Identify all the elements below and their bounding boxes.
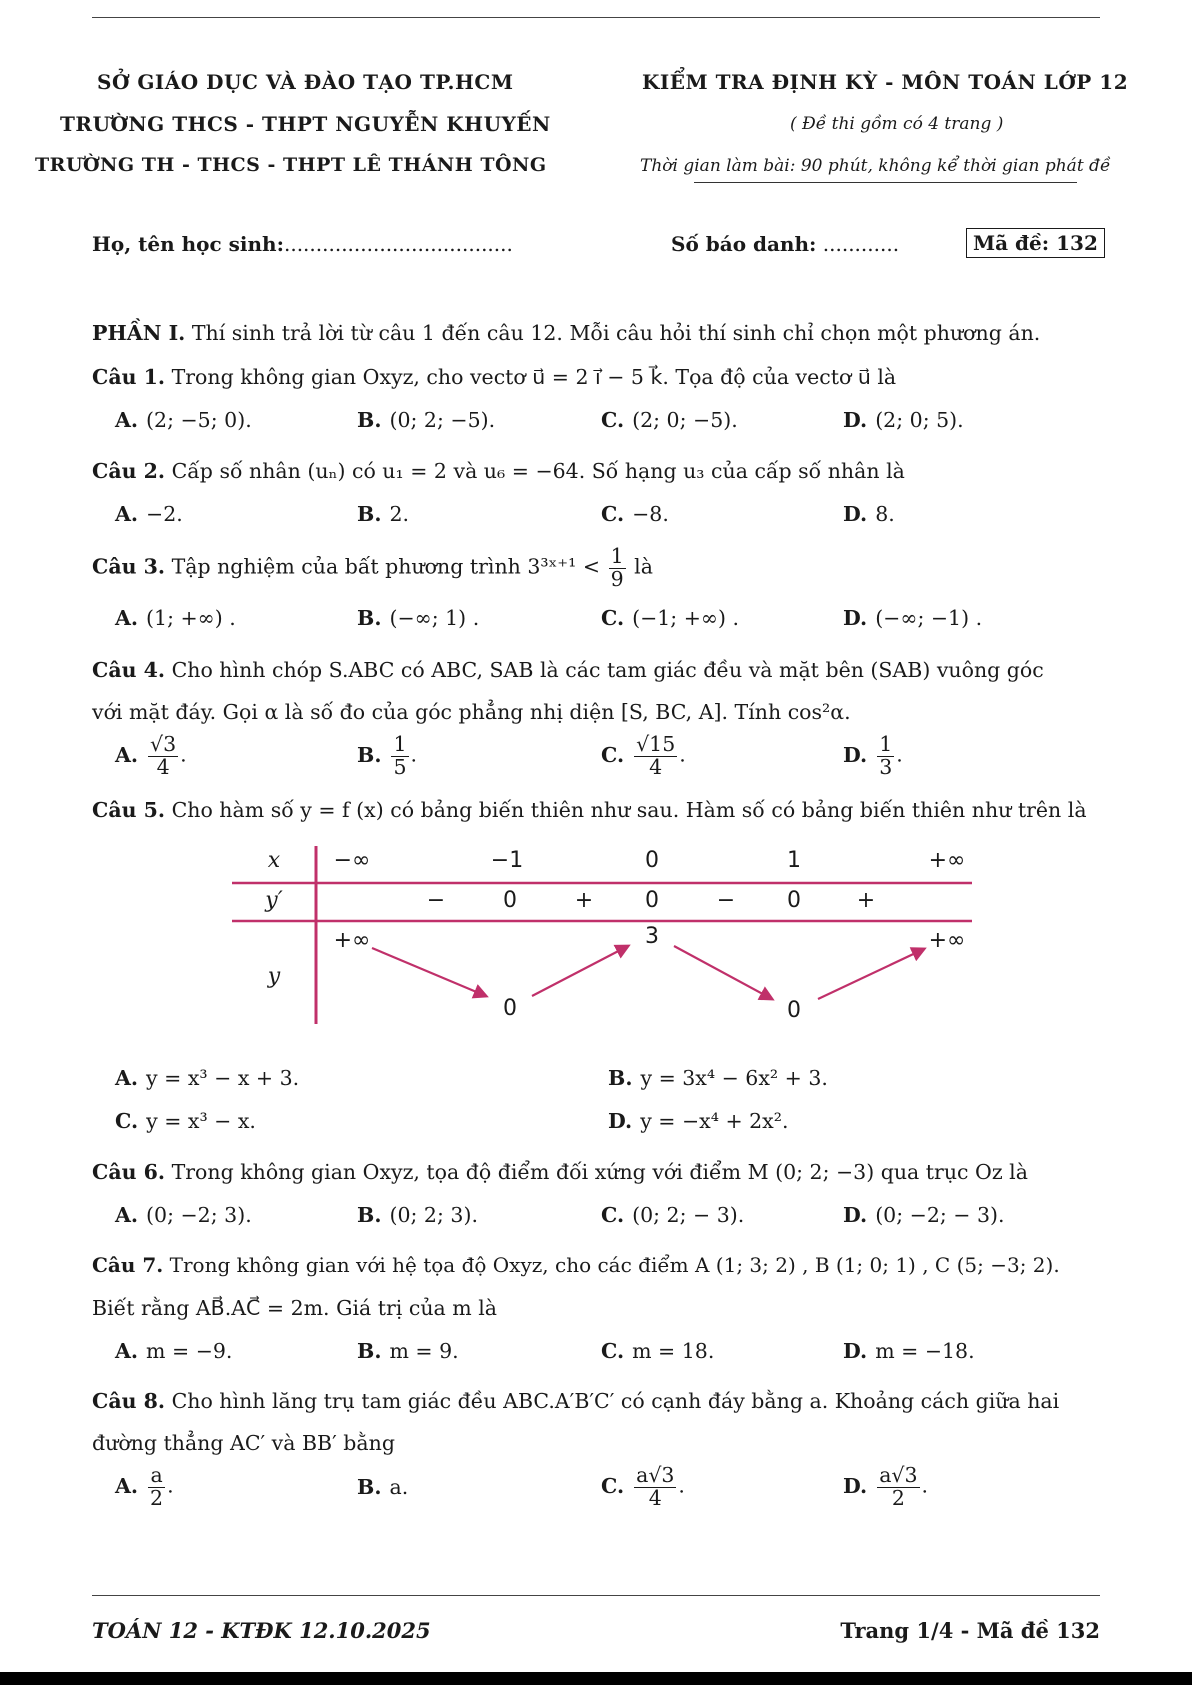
footer-left: TOÁN 12 - KTĐK 12.10.2025 (92, 1618, 431, 1643)
q6-option-c[interactable]: C. (0; 2; − 3). (601, 1203, 745, 1227)
question-label: Câu 3. (92, 554, 166, 579)
q8-option-d[interactable]: D. $\frac{a√3}{2}$ . (843, 1463, 929, 1510)
variation-table (232, 846, 972, 1028)
part1-title: PHẦN I. (92, 321, 186, 345)
yprime-sign: 0 (645, 888, 659, 913)
q5-option-d[interactable]: D. y = −x⁴ + 2x². (608, 1109, 789, 1133)
x-value: 1 (787, 848, 801, 873)
q3-option-b[interactable]: B. (−∞; 1) . (357, 606, 480, 630)
q6-option-d[interactable]: D. (0; −2; − 3). (843, 1203, 1005, 1227)
question-text: Cho hàm số y = f (x) có bảng biến thiên như sau. Hàm số có bảng biến thiên như trên là (165, 798, 1087, 822)
q8-option-c[interactable]: C. $\frac{a√3}{4}$ . (601, 1463, 685, 1510)
row-label-y: y (267, 964, 281, 989)
q1-option-b[interactable]: B. (0; 2; −5). (357, 408, 496, 432)
question-label: Câu 6. (92, 1160, 166, 1184)
question-label: Câu 1. (92, 365, 166, 389)
arrow-up-1 (532, 946, 628, 996)
arrow-up-2 (818, 949, 924, 999)
footer-right: Trang 1/4 - Mã đề 132 (840, 1618, 1100, 1643)
x-value: 0 (645, 848, 659, 873)
q7-option-d[interactable]: D. m = −18. (843, 1339, 975, 1363)
q4-option-d[interactable]: D. $\frac{1}{3}$ . (843, 732, 903, 779)
question-4-line2: với mặt đáy. Gọi α là số đo của góc phẳng nhị diện [S, BC, A]. Tính cos²α. (92, 700, 851, 724)
y-value: +∞ (333, 928, 371, 953)
q1-option-d[interactable]: D. (2; 0; 5). (843, 408, 964, 432)
question-3: Câu 3. Tập nghiệm của bất phương trình 3³ˣ⁺¹ < $\frac{1}{9}$ là (92, 544, 653, 591)
q2-option-c[interactable]: C. −8. (601, 502, 669, 526)
question-label: Câu 8. (92, 1389, 166, 1413)
question-text: Cho hình chóp S.ABC có ABC, SAB là các tam giác đều và mặt bên (SAB) vuông góc (165, 658, 1044, 682)
question-8-line2: đường thẳng AC′ và BB′ bằng (92, 1431, 395, 1455)
yprime-sign: + (856, 888, 876, 913)
yprime-sign: − (716, 888, 736, 913)
footer-rule (92, 1595, 1100, 1596)
student-sbd-dots[interactable]: ............ (822, 232, 900, 256)
y-value: 0 (503, 996, 517, 1021)
yprime-sign: 0 (787, 888, 801, 913)
question-label: Câu 5. (92, 798, 166, 822)
question-text: Trong không gian Oxyz, cho vectơ u⃗ = 2 i⃗ − 5 k⃗. Tọa độ của vectơ u⃗ là (165, 365, 897, 389)
y-value: 0 (787, 998, 801, 1023)
question-1 (92, 365, 896, 389)
question-8 (92, 1389, 1059, 1413)
header-time: Thời gian làm bài: 90 phút, không kể thời gian phát đề (640, 156, 1111, 176)
student-name-row (92, 232, 513, 256)
q5-option-c[interactable]: C. y = x³ − x. (115, 1109, 256, 1133)
student-sbd-label: Số báo danh: (671, 232, 817, 256)
fraction: $\frac{1}{9}$ (610, 544, 624, 591)
q3-option-c[interactable]: C. (−1; +∞) . (601, 606, 740, 630)
header-exam-title: KIỂM TRA ĐỊNH KỲ - MÔN TOÁN LỚP 12 (642, 70, 1129, 94)
bottom-edge-bar (0, 1672, 1192, 1685)
header-school-2: TRƯỜNG TH - THCS - THPT LÊ THÁNH TÔNG (35, 154, 547, 176)
header-department: SỞ GIÁO DỤC VÀ ĐÀO TẠO TP.HCM (97, 70, 514, 94)
part1-text: Thí sinh trả lời từ câu 1 đến câu 12. Mỗi câu hỏi thí sinh chỉ chọn một phương án. (185, 321, 1041, 345)
question-7-line2: Biết rằng AB⃗.AC⃗ = 2m. Giá trị của m là (92, 1296, 498, 1320)
q4-option-c[interactable]: C. $\frac{√15}{4}$ . (601, 732, 686, 779)
question-label: Câu 7. (92, 1253, 164, 1277)
q6-option-a[interactable]: A. (0; −2; 3). (115, 1203, 252, 1227)
question-5 (92, 798, 1087, 822)
q7-option-b[interactable]: B. m = 9. (357, 1339, 459, 1363)
question-text: Cho hình lăng trụ tam giác đều ABC.A′B′C′ có cạnh đáy bằng a. Khoảng cách giữa hai (165, 1389, 1060, 1413)
question-text: Trong không gian với hệ tọa độ Oxyz, cho các điểm A (1; 3; 2) , B (1; 0; 1) , C (5; −3; 2). (163, 1253, 1060, 1277)
q7-option-c[interactable]: C. m = 18. (601, 1339, 715, 1363)
header-time-underline (694, 182, 1077, 183)
student-name-dots[interactable]: .................................... (283, 232, 513, 256)
question-text: Tập nghiệm của bất phương trình 3³ˣ⁺¹ < (165, 554, 601, 579)
part1-instruction (92, 321, 1040, 345)
q4-option-a[interactable]: A. $\frac{√3}{4}$ . (115, 732, 187, 779)
arrow-down-1 (372, 948, 486, 996)
header-school-1: TRƯỜNG THCS - THPT NGUYỄN KHUYẾN (60, 112, 551, 136)
q8-option-b[interactable]: B. a. (357, 1475, 409, 1499)
q3-option-a[interactable]: A. (1; +∞) . (115, 606, 236, 630)
question-2 (92, 459, 905, 483)
question-6 (92, 1160, 1028, 1184)
q2-option-a[interactable]: A. −2. (115, 502, 183, 526)
q6-option-b[interactable]: B. (0; 2; 3). (357, 1203, 478, 1227)
question-label: Câu 4. (92, 658, 166, 682)
q7-option-a[interactable]: A. m = −9. (115, 1339, 233, 1363)
q2-option-d[interactable]: D. 8. (843, 502, 895, 526)
exam-code-box: Mã đề: 132 (966, 228, 1105, 258)
student-name-label: Họ, tên học sinh: (92, 232, 284, 256)
question-text: Cấp số nhân (uₙ) có u₁ = 2 và u₆ = −64. Số hạng u₃ của cấp số nhân là (165, 459, 905, 483)
q5-option-b[interactable]: B. y = 3x⁴ − 6x² + 3. (608, 1066, 828, 1090)
top-rule (92, 17, 1100, 18)
header-page-count: ( Đề thi gồm có 4 trang ) (790, 114, 1004, 134)
arrow-down-2 (674, 946, 772, 999)
yprime-sign: − (426, 888, 446, 913)
question-text: Trong không gian Oxyz, tọa độ điểm đối xứng với điểm M (0; 2; −3) qua trục Oz là (165, 1160, 1028, 1184)
x-value: −∞ (333, 848, 371, 873)
student-sbd-row (671, 232, 899, 256)
row-label-x: x (267, 848, 281, 873)
y-value: +∞ (928, 928, 966, 953)
yprime-sign: + (574, 888, 594, 913)
q5-option-a[interactable]: A. y = x³ − x + 3. (115, 1066, 300, 1090)
question-7 (92, 1253, 1060, 1277)
q8-option-a[interactable]: A. $\frac{a}{2}$ . (115, 1463, 174, 1510)
q4-option-b[interactable]: B. $\frac{1}{5}$ . (357, 732, 418, 779)
question-label: Câu 2. (92, 459, 166, 483)
row-label-yprime: y′ (265, 888, 283, 913)
yprime-sign: 0 (503, 888, 517, 913)
q1-option-a[interactable]: A. (2; −5; 0). (115, 408, 252, 432)
question-4 (92, 658, 1044, 682)
x-value: −1 (490, 848, 524, 873)
x-value: +∞ (928, 848, 966, 873)
y-value: 3 (645, 924, 659, 949)
q1-option-c[interactable]: C. (2; 0; −5). (601, 408, 738, 432)
q3-option-d[interactable]: D. (−∞; −1) . (843, 606, 983, 630)
q2-option-b[interactable]: B. 2. (357, 502, 410, 526)
